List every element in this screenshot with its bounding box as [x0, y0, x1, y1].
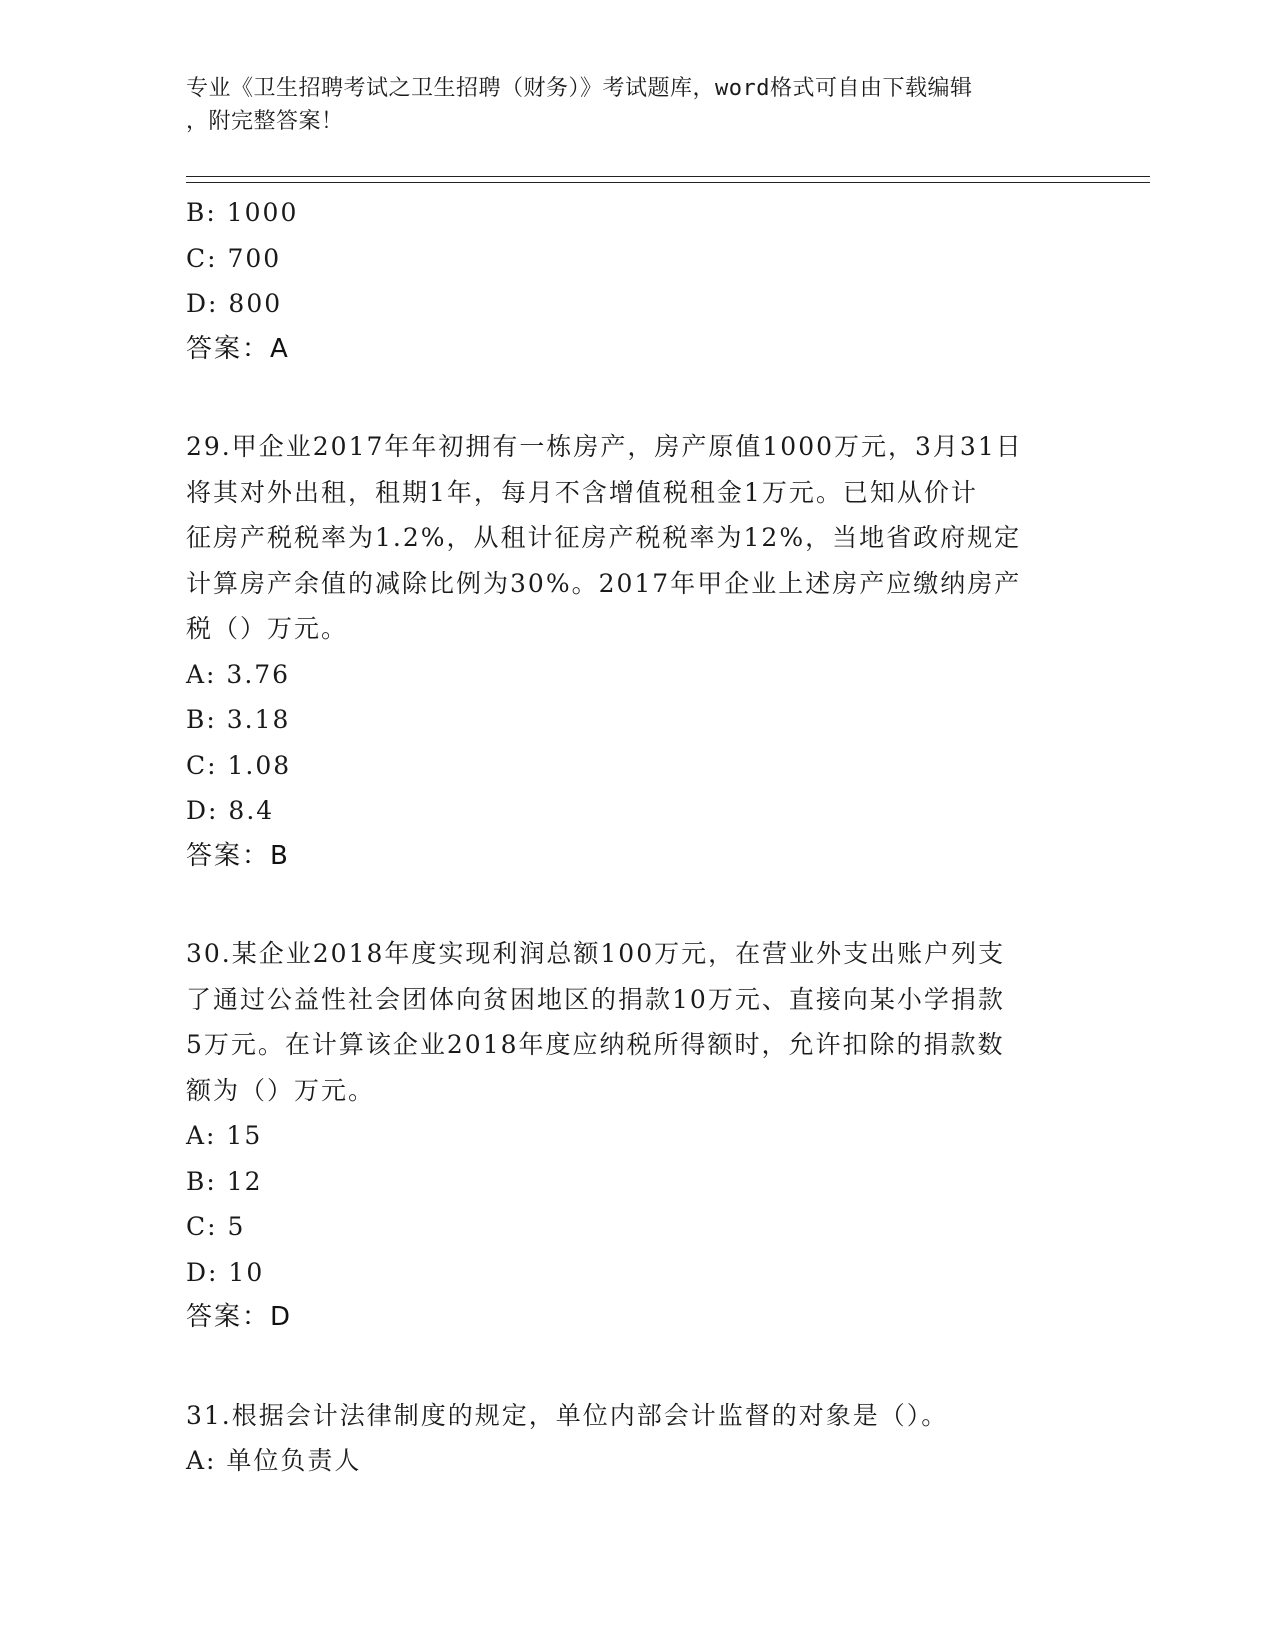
question-list	[186, 190, 1086, 1484]
question-text-line: 计算房产余值的减除比例为30%。2017年甲企业上述房产应缴纳房产	[186, 568, 1022, 598]
option-b: B: 1000	[186, 198, 299, 227]
question-30	[186, 931, 1086, 1341]
spacer	[186, 1341, 1086, 1393]
header-divider-bottom	[186, 182, 1150, 183]
question-text	[186, 1393, 1086, 1439]
question-text-line: 30.某企业2018年度实现利润总额100万元，在营业外支出账户列支	[186, 939, 1006, 968]
spacer	[186, 879, 1086, 931]
option-a: A: 单位负责人	[186, 1446, 362, 1475]
spacer	[186, 372, 1086, 424]
question-29	[186, 424, 1086, 879]
question-text	[186, 424, 1086, 652]
question-text-line: 了通过公益性社会团体向贫困地区的捐款10万元、直接向某小学捐款	[186, 984, 1005, 1014]
question-28-tail	[186, 190, 1086, 372]
option-c: C: 1.08	[186, 750, 292, 780]
question-text-line: 5万元。在计算该企业2018年度应纳税所得额时，允许扣除的捐款数	[186, 1030, 1005, 1059]
question-text-line: 额为（）万元。	[186, 1075, 376, 1105]
header-divider-top	[186, 176, 1150, 177]
option-b: B: 12	[186, 1166, 263, 1196]
option-a: A: 3.76	[186, 659, 291, 689]
option-d: D: 10	[186, 1257, 265, 1287]
question-text	[186, 931, 1086, 1113]
header-title-line-1: 专业《卫生招聘考试之卫生招聘（财务）》考试题库，word格式可自由下载编辑	[186, 76, 973, 101]
answer-line: 答案：A	[186, 333, 290, 364]
option-b: B: 3.18	[186, 705, 291, 734]
header-title-line-2: ，附完整答案！	[186, 109, 344, 134]
option-c: C: 700	[186, 243, 282, 273]
option-c: C: 5	[186, 1212, 246, 1241]
option-d: D: 800	[186, 289, 283, 318]
question-text-line: 将其对外出租，租期1年，每月不含增值税租金1万元。已知从价计	[186, 477, 978, 507]
question-text-line: 31.根据会计法律制度的规定，单位内部会计监督的对象是（）。	[186, 1400, 949, 1430]
answer-line: 答案：D	[186, 1302, 293, 1332]
question-text-line: 征房产税税率为1.2%，从租计征房产税税率为12%，当地省政府规定	[186, 523, 1022, 552]
question-text-line: 税（）万元。	[186, 614, 349, 643]
option-d: D: 8.4	[186, 796, 275, 825]
answer-line: 答案：B	[186, 840, 290, 871]
question-31	[186, 1393, 1086, 1484]
document-header	[186, 72, 1066, 138]
question-text-line: 29.甲企业2017年年初拥有一栋房产，房产原值1000万元，3月31日	[186, 432, 1023, 461]
option-a: A: 15	[186, 1121, 263, 1150]
